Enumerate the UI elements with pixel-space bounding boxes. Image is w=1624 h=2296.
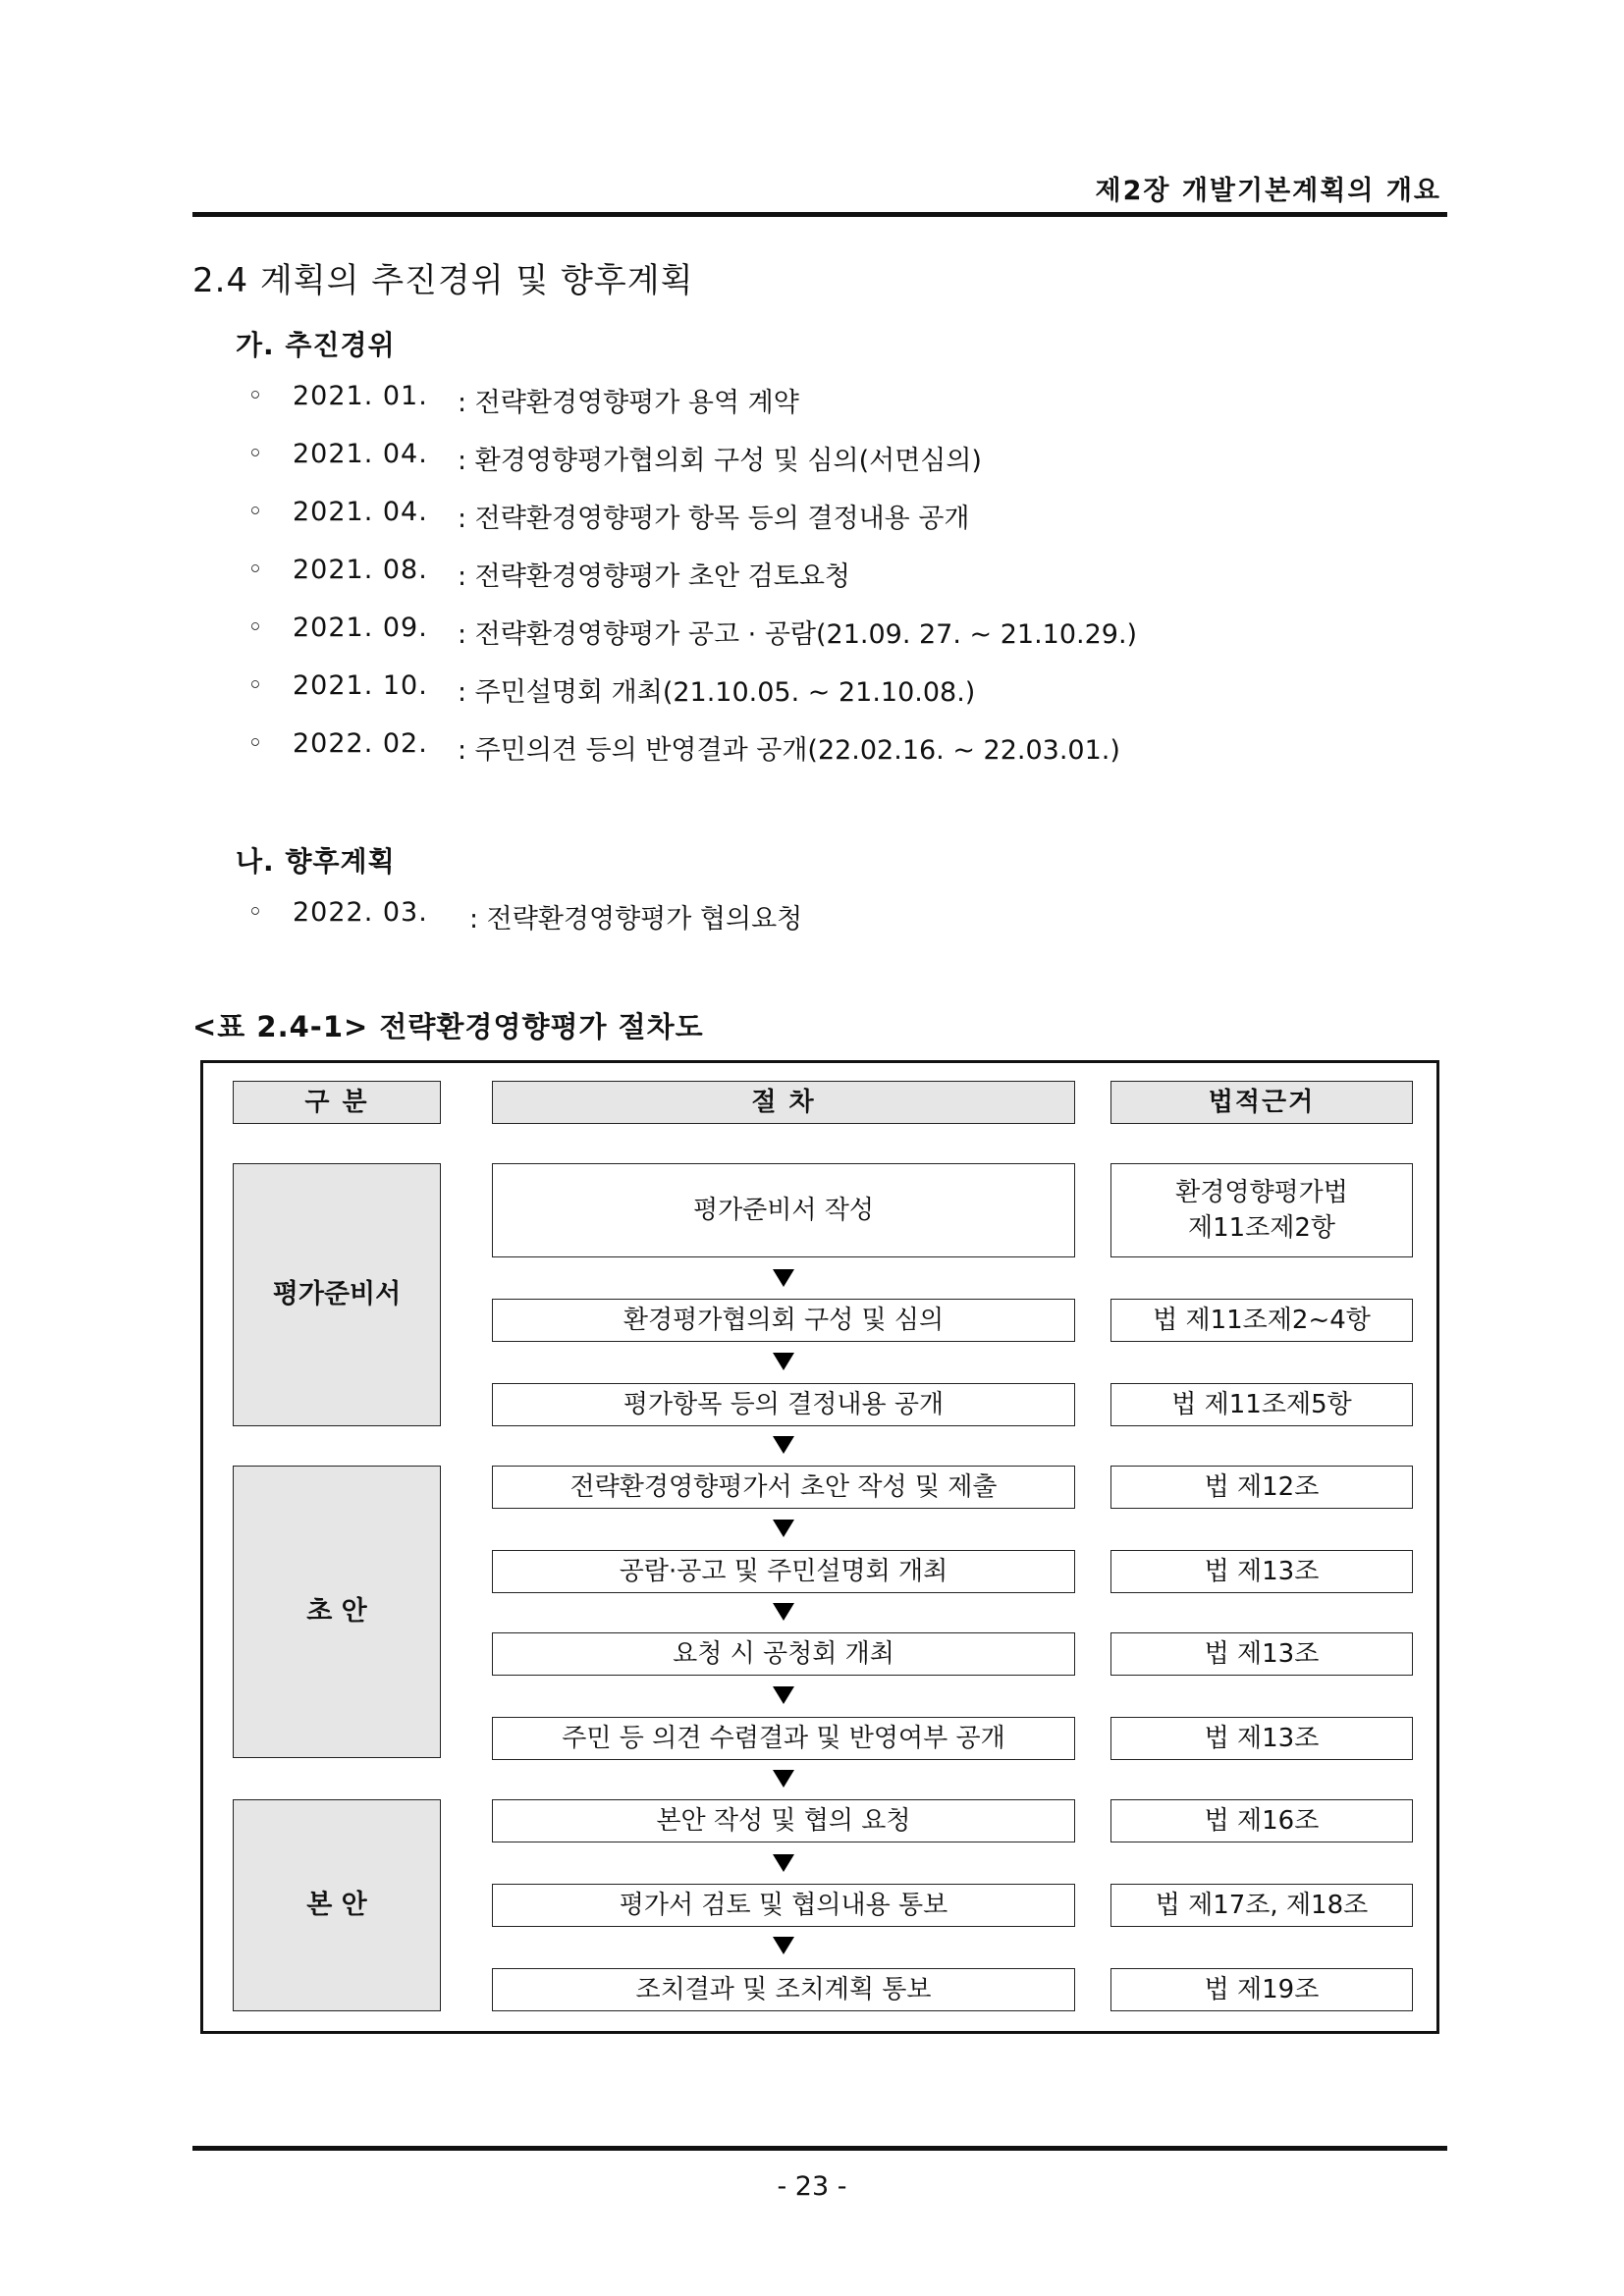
legal-basis: 법 제13조 bbox=[1110, 1550, 1413, 1593]
procedure-step: 전략환경영향평가서 초안 작성 및 제출 bbox=[492, 1466, 1075, 1509]
progress-desc: : 주민설명회 개최(21.10.05. ~ 21.10.08.) bbox=[458, 677, 976, 708]
procedure-step: 본안 작성 및 협의 요청 bbox=[492, 1799, 1075, 1842]
progress-desc: : 환경영향평가협의회 구성 및 심의(서면심의) bbox=[458, 446, 982, 476]
procedure-step: 주민 등 의견 수렴결과 및 반영여부 공개 bbox=[492, 1717, 1075, 1760]
down-arrow-icon bbox=[773, 1603, 794, 1621]
legal-basis: 법 제19조 bbox=[1110, 1968, 1413, 2011]
future-desc: : 전략환경영향평가 협의요청 bbox=[469, 904, 803, 934]
progress-desc: : 전략환경영향평가 공고 · 공람(21.09. 27. ~ 21.10.29.) bbox=[458, 619, 1138, 650]
progress-date: 2021. 01. bbox=[293, 381, 428, 411]
table-caption: <표 2.4-1> 전략환경영향평가 절차도 bbox=[192, 1010, 704, 1043]
procedure-step: 요청 시 공청회 개최 bbox=[492, 1632, 1075, 1676]
header-category: 구 분 bbox=[233, 1081, 441, 1124]
procedure-step: 평가서 검토 및 협의내용 통보 bbox=[492, 1884, 1075, 1927]
progress-date: 2021. 10. bbox=[293, 670, 428, 701]
bullet-icon: ◦ bbox=[247, 439, 263, 469]
bullet-icon: ◦ bbox=[247, 897, 263, 928]
progress-desc: : 전략환경영향평가 용역 계약 bbox=[458, 388, 799, 418]
bullet-icon: ◦ bbox=[247, 381, 263, 411]
progress-date: 2021. 04. bbox=[293, 497, 428, 527]
legal-basis: 법 제13조 bbox=[1110, 1632, 1413, 1676]
down-arrow-icon bbox=[773, 1520, 794, 1537]
progress-desc: : 전략환경영향평가 항목 등의 결정내용 공개 bbox=[458, 504, 970, 534]
bullet-icon: ◦ bbox=[247, 555, 263, 585]
down-arrow-icon bbox=[773, 1686, 794, 1704]
down-arrow-icon bbox=[773, 1854, 794, 1872]
category-draft: 초 안 bbox=[233, 1466, 441, 1758]
down-arrow-icon bbox=[773, 1770, 794, 1788]
procedure-step: 조치결과 및 조치계획 통보 bbox=[492, 1968, 1075, 2011]
bullet-icon: ◦ bbox=[247, 613, 263, 643]
bullet-icon: ◦ bbox=[247, 497, 263, 527]
down-arrow-icon bbox=[773, 1353, 794, 1370]
future-date: 2022. 03. bbox=[293, 897, 428, 928]
procedure-step: 평가준비서 작성 bbox=[492, 1163, 1075, 1257]
header-legal-basis: 법적근거 bbox=[1110, 1081, 1413, 1124]
progress-date: 2021. 04. bbox=[293, 439, 428, 469]
chapter-header: 제2장 개발기본계획의 개요 bbox=[1095, 176, 1441, 206]
category-prep: 평가준비서 bbox=[233, 1163, 441, 1426]
legal-basis: 환경영향평가법 제11조제2항 bbox=[1110, 1163, 1413, 1257]
future-heading: 나. 향후계획 bbox=[236, 845, 396, 878]
progress-date: 2021. 09. bbox=[293, 613, 428, 643]
down-arrow-icon bbox=[773, 1937, 794, 1954]
legal-basis: 법 제11조제5항 bbox=[1110, 1383, 1413, 1426]
header-procedure: 절 차 bbox=[492, 1081, 1075, 1124]
procedure-step: 평가항목 등의 결정내용 공개 bbox=[492, 1383, 1075, 1426]
progress-desc: : 주민의견 등의 반영결과 공개(22.02.16. ~ 22.03.01.) bbox=[458, 735, 1120, 766]
progress-desc: : 전략환경영향평가 초안 검토요청 bbox=[458, 561, 850, 592]
legal-basis: 법 제17조, 제18조 bbox=[1110, 1884, 1413, 1927]
progress-date: 2022. 02. bbox=[293, 728, 428, 759]
procedure-step: 공람·공고 및 주민설명회 개최 bbox=[492, 1550, 1075, 1593]
progress-date: 2021. 08. bbox=[293, 555, 428, 585]
down-arrow-icon bbox=[773, 1436, 794, 1454]
bullet-icon: ◦ bbox=[247, 670, 263, 701]
header-rule bbox=[192, 212, 1447, 217]
legal-basis: 법 제16조 bbox=[1110, 1799, 1413, 1842]
legal-basis: 법 제13조 bbox=[1110, 1717, 1413, 1760]
page-number: - 23 - bbox=[777, 2171, 847, 2202]
procedure-step: 환경평가협의회 구성 및 심의 bbox=[492, 1299, 1075, 1342]
section-title: 2.4 계획의 추진경위 및 향후계획 bbox=[192, 261, 694, 300]
category-final: 본 안 bbox=[233, 1799, 441, 2011]
procedure-table bbox=[200, 1060, 1439, 2034]
legal-basis: 법 제11조제2~4항 bbox=[1110, 1299, 1413, 1342]
bullet-icon: ◦ bbox=[247, 728, 263, 759]
legal-basis: 법 제12조 bbox=[1110, 1466, 1413, 1509]
progress-heading: 가. 추진경위 bbox=[236, 329, 396, 361]
footer-rule bbox=[192, 2146, 1447, 2151]
down-arrow-icon bbox=[773, 1269, 794, 1287]
